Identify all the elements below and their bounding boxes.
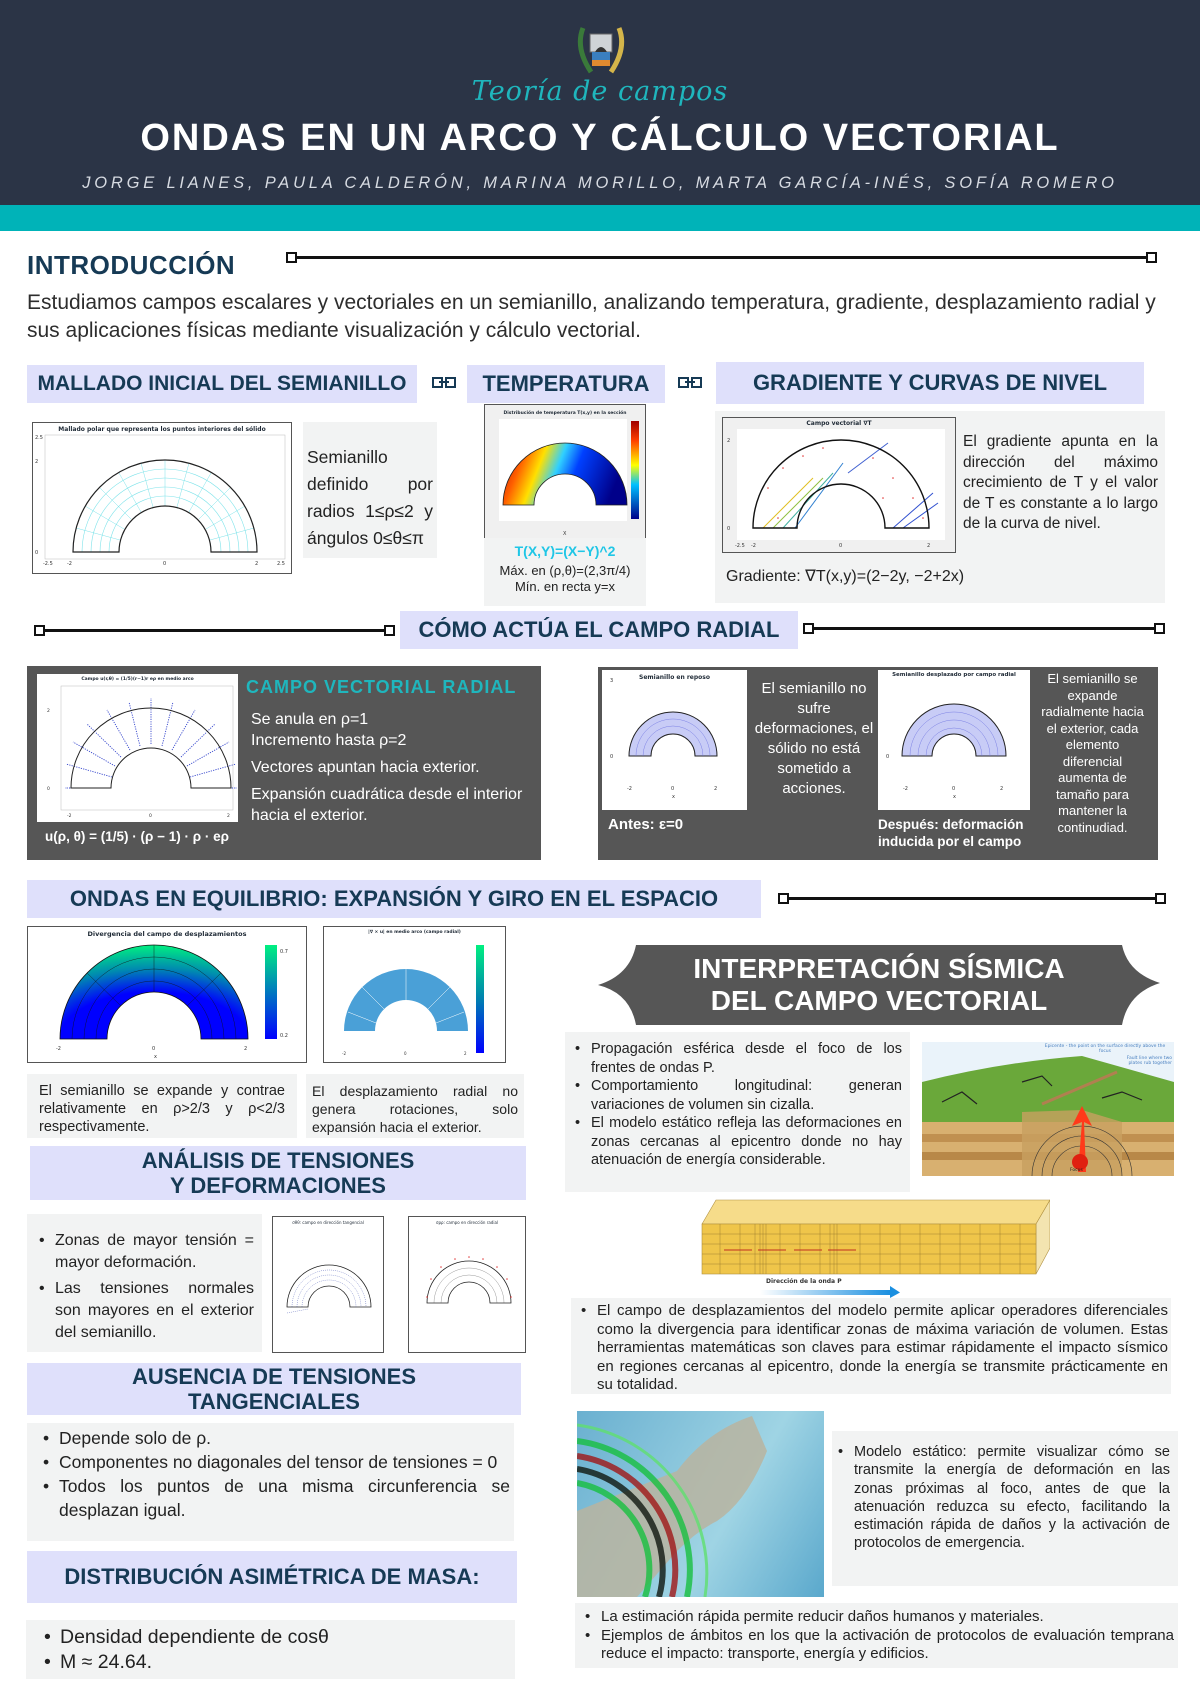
svg-text:0: 0 bbox=[47, 787, 50, 792]
campo-radial-title: CAMPO VECTORIAL RADIAL bbox=[246, 677, 517, 697]
earthquake-illustration bbox=[922, 1042, 1174, 1176]
svg-text:-2: -2 bbox=[67, 814, 72, 819]
bullet-item: • Las tensiones normales son mayores en el exterior del semianillo. bbox=[35, 1278, 254, 1344]
bullet-item: • Propagación esférica desde el foco de los frentes de ondas P. bbox=[571, 1040, 902, 1077]
plot-title: Mallado polar que representa los puntos interiores del sólido bbox=[58, 426, 266, 433]
section-tensiones bbox=[30, 1146, 526, 1200]
section-tangenciales bbox=[27, 1363, 521, 1415]
svg-text:2: 2 bbox=[35, 459, 39, 465]
svg-text:2: 2 bbox=[1000, 786, 1004, 792]
gradiente-formula: Gradiente: ∇T(x,y)=(2−2y, −2+2x) bbox=[726, 568, 965, 585]
svg-text:0: 0 bbox=[952, 786, 956, 792]
text-line: Incremento hasta ρ=2 bbox=[251, 732, 407, 749]
section-gradiente: GRADIENTE Y CURVAS DE NIVEL bbox=[716, 362, 1144, 404]
illustration-label: Focus bbox=[1070, 1168, 1083, 1173]
section-temperatura: TEMPERATURA bbox=[467, 365, 665, 403]
svg-text:x: x bbox=[154, 1054, 157, 1060]
heading-line: TANGENCIALES bbox=[188, 1389, 360, 1414]
divider-line bbox=[294, 256, 1149, 259]
desplazado-text: El semianillo se expande radialmente hacia el exterior, cada elemento diferencial aumenta de tamaño para mantener la continudiad. bbox=[1041, 671, 1144, 835]
intro-heading: INTRODUCCIÓN bbox=[27, 250, 236, 280]
bullet-item: • El campo de desplazamientos del modelo permite aplicar operadores diferenciales como la divergencia para identificar zonas de máxima variación de volumen. Estas herramientas matemáticas son claves para estimar rápidamente el impacto sísmico en regiones cercanas al epicentro, donde la energía se transmite prácticamente en su totalidad. bbox=[577, 1302, 1168, 1395]
sismica-bullets bbox=[565, 1032, 910, 1192]
sismica-paragraph bbox=[571, 1298, 1171, 1394]
temperatura-formula: T(X,Y)=(X−Y)^2 bbox=[514, 543, 616, 559]
bullet-item: • El modelo estático refleja las deformaciones en zonas cercanas al epicentro donde no hay atenuación de energía considerable. bbox=[571, 1114, 902, 1170]
authors: JORGE LIANES, PAULA CALDERÓN, MARINA MORILLO, MARTA GARCÍA-INÉS, SOFÍA ROMERO bbox=[82, 174, 1118, 192]
heading-line: AUSENCIA DE TENSIONES bbox=[131, 1364, 416, 1389]
svg-text:2: 2 bbox=[714, 786, 718, 792]
svg-text:-2: -2 bbox=[67, 561, 72, 567]
campo-radial-plot bbox=[37, 674, 238, 822]
bullet-item: • Zonas de mayor tensión = mayor deformación. bbox=[35, 1230, 254, 1274]
poster-subtitle: Teoría de campos bbox=[471, 76, 729, 107]
heading-line: Y DEFORMACIONES bbox=[170, 1173, 386, 1198]
divider-line bbox=[811, 627, 1157, 630]
svg-text:0: 0 bbox=[149, 814, 152, 819]
divergencia-text: El semianillo se expande y contrae relativamente en ρ>2/3 y ρ<2/3 respectivamente. bbox=[27, 1074, 297, 1138]
caption-after: Después: deformación inducida por el campo bbox=[878, 817, 1024, 849]
illustration-label: Fault line where two plates rub together bbox=[1126, 1056, 1172, 1066]
bullet-item: • Comportamiento longitudinal: generan variaciones de volumen sin cizalla. bbox=[571, 1077, 902, 1114]
banner-line: INTERPRETACIÓN SÍSMICA bbox=[693, 953, 1065, 984]
sismica-final-bullets bbox=[575, 1603, 1178, 1668]
campo-radial-text bbox=[251, 709, 531, 826]
svg-text:2.5: 2.5 bbox=[35, 435, 43, 441]
svg-text:2: 2 bbox=[244, 1046, 248, 1052]
divergencia-plot bbox=[27, 926, 307, 1063]
svg-text:0: 0 bbox=[163, 561, 167, 567]
heading-line: ANÁLISIS DE TENSIONES bbox=[141, 1148, 415, 1173]
bullet-item: • La estimación rápida permite reducir daños humanos y materiales. bbox=[581, 1608, 1174, 1627]
temperatura-plot bbox=[484, 404, 646, 542]
campo-radial-formula: u(ρ, θ) = (1/5) · (ρ − 1) · ρ · eρ bbox=[45, 829, 229, 844]
tensiones-bullets bbox=[27, 1214, 262, 1352]
reposo-plot bbox=[602, 670, 747, 810]
tension-radial-plot bbox=[408, 1216, 526, 1353]
bullet-item: • M ≈ 24.64. bbox=[40, 1650, 511, 1675]
tension-tangencial-plot bbox=[272, 1216, 384, 1353]
poster-title: ONDAS EN UN ARCO Y CÁLCULO VECTORIAL bbox=[140, 117, 1060, 159]
pwave-label: Dirección de la onda P bbox=[766, 1278, 842, 1285]
svg-text:2.5: 2.5 bbox=[277, 561, 285, 567]
section-campo-radial: CÓMO ACTÚA EL CAMPO RADIAL bbox=[400, 611, 798, 649]
caption-before: Antes: ε=0 bbox=[608, 816, 684, 833]
banner-line: DEL CAMPO VECTORIAL bbox=[710, 985, 1048, 1016]
svg-text:0.7: 0.7 bbox=[280, 949, 288, 955]
plot-title: |∇ × u| en medio arco (campo radial) bbox=[368, 930, 461, 935]
reposo-text: El semianillo no sufre deformaciones, el sólido no está sometido a acciones. bbox=[754, 680, 874, 797]
svg-text:-2: -2 bbox=[751, 543, 756, 549]
divider-line bbox=[786, 897, 1158, 900]
svg-text:3: 3 bbox=[610, 678, 614, 684]
chain-link-icon bbox=[430, 376, 458, 388]
plot-title: σρρ: campo en dirección radial bbox=[435, 1220, 499, 1225]
svg-text:-2.5: -2.5 bbox=[43, 561, 53, 567]
intro-text: Estudiamos campos escalares y vectoriales en un semianillo, analizando temperatura, gradiente, desplazamiento radial y sus aplicaciones físicas mediante visualización y cálculo vectorial. bbox=[27, 291, 1156, 342]
svg-text:0.2: 0.2 bbox=[280, 1033, 288, 1039]
sismica-banner bbox=[598, 943, 1160, 1027]
banner-text bbox=[598, 953, 1160, 1017]
plot-title: Semianillo en reposo bbox=[639, 674, 710, 681]
svg-text:2: 2 bbox=[464, 1051, 467, 1056]
plot-title: σθθ: campo en dirección tangencial bbox=[292, 1220, 364, 1225]
svg-text:2: 2 bbox=[47, 709, 50, 714]
bullet-item: • Ejemplos de ámbitos en los que la activación de protocolos de evaluación temprana reduce el impacto: transporte, energía y edificios. bbox=[581, 1627, 1174, 1664]
bullet-item: • Todos los puntos de una misma circunferencia se desplazan igual. bbox=[39, 1474, 510, 1522]
section-ondas: ONDAS EN EQUILIBRIO: EXPANSIÓN Y GIRO EN EL ESPACIO bbox=[27, 880, 761, 918]
seismic-wave-map bbox=[577, 1411, 824, 1597]
temperatura-min: Mín. en recta y=x bbox=[514, 579, 616, 594]
plot-title: Semianillo desplazado por campo radial bbox=[892, 672, 1016, 678]
mallado-description: Semianillo definido por radios 1≤ρ≤2 y ángulos 0≤θ≤π bbox=[303, 422, 437, 558]
svg-text:-2: -2 bbox=[56, 1046, 61, 1052]
rotacional-text: El desplazamiento radial no genera rotaciones, solo expansión hacia el exterior. bbox=[306, 1074, 524, 1138]
accent-band bbox=[0, 205, 1200, 231]
svg-text:2: 2 bbox=[227, 814, 230, 819]
bullet-item: • Densidad dependiente de cosθ bbox=[40, 1625, 511, 1650]
svg-text:0: 0 bbox=[727, 526, 731, 532]
svg-text:0: 0 bbox=[404, 1051, 407, 1056]
desplazado-plot bbox=[878, 670, 1030, 810]
gradiente-description: El gradiente apunta en la dirección del máximo crecimiento de T y el valor de T es constante a lo largo de la curva de nivel. bbox=[963, 433, 1158, 532]
section-mallado: MALLADO INICIAL DEL SEMIANILLO bbox=[27, 365, 417, 403]
gradiente-plot bbox=[722, 417, 956, 553]
divider-line bbox=[42, 629, 387, 632]
plot-title: Campo vectorial ∇T bbox=[806, 420, 872, 427]
chain-link-icon bbox=[676, 376, 704, 388]
plot-title: Campo u(r,θ) = (1/5)(r−1)r eρ en medio arco bbox=[81, 677, 194, 682]
plot-title: Distribución de temperatura T(x,y) en la sección bbox=[503, 411, 627, 416]
temperatura-caption bbox=[484, 538, 646, 606]
bullet-item: • Modelo estático: permite visualizar cómo se transmite la energía de deformación en las zonas próximas al foco, antes de que la atenuación reduzca su efecto, facilitando la estimación rápida de daños y la activación de protocolos de emergencia. bbox=[834, 1443, 1170, 1553]
svg-text:2: 2 bbox=[927, 543, 931, 549]
bullet-item: • Depende solo de ρ. bbox=[39, 1426, 510, 1450]
svg-text:0: 0 bbox=[152, 1046, 156, 1052]
masa-bullets bbox=[26, 1620, 515, 1679]
rotacional-plot bbox=[323, 926, 506, 1063]
svg-text:-2: -2 bbox=[903, 786, 908, 792]
svg-text:x: x bbox=[672, 794, 675, 800]
text-line: Se anula en ρ=1 bbox=[251, 711, 369, 728]
temperatura-max: Máx. en (ρ,θ)=(2,3π/4) bbox=[499, 563, 631, 578]
svg-text:-2: -2 bbox=[342, 1051, 346, 1056]
svg-text:x: x bbox=[953, 794, 956, 800]
pwave-illustration bbox=[700, 1198, 1050, 1298]
modelo-estatico-text bbox=[832, 1431, 1178, 1586]
svg-text:0: 0 bbox=[35, 550, 39, 556]
svg-text:2: 2 bbox=[255, 561, 259, 567]
mallado-plot bbox=[32, 422, 292, 574]
svg-text:-2: -2 bbox=[627, 786, 632, 792]
illustration-label: Epicente - the point on the surface directly above the focus bbox=[1044, 1044, 1166, 1054]
university-crest-icon bbox=[573, 20, 629, 78]
svg-text:-2.5: -2.5 bbox=[735, 543, 745, 549]
svg-text:0: 0 bbox=[610, 754, 614, 760]
svg-text:0: 0 bbox=[671, 786, 675, 792]
tangenciales-bullets bbox=[27, 1423, 514, 1541]
bullet-item: • Componentes no diagonales del tensor de tensiones = 0 bbox=[39, 1450, 510, 1474]
svg-text:0: 0 bbox=[886, 754, 890, 760]
text-line: Expansión cuadrática desde el interior hacia el exterior. bbox=[251, 786, 523, 824]
svg-text:0: 0 bbox=[839, 543, 843, 549]
svg-text:2: 2 bbox=[727, 438, 731, 444]
section-masa: DISTRIBUCIÓN ASIMÉTRICA DE MASA: bbox=[27, 1551, 517, 1603]
svg-text:X: X bbox=[563, 531, 567, 537]
plot-title: Divergencia del campo de desplazamientos bbox=[87, 930, 247, 938]
text-line: Vectores apuntan hacia exterior. bbox=[251, 759, 480, 776]
